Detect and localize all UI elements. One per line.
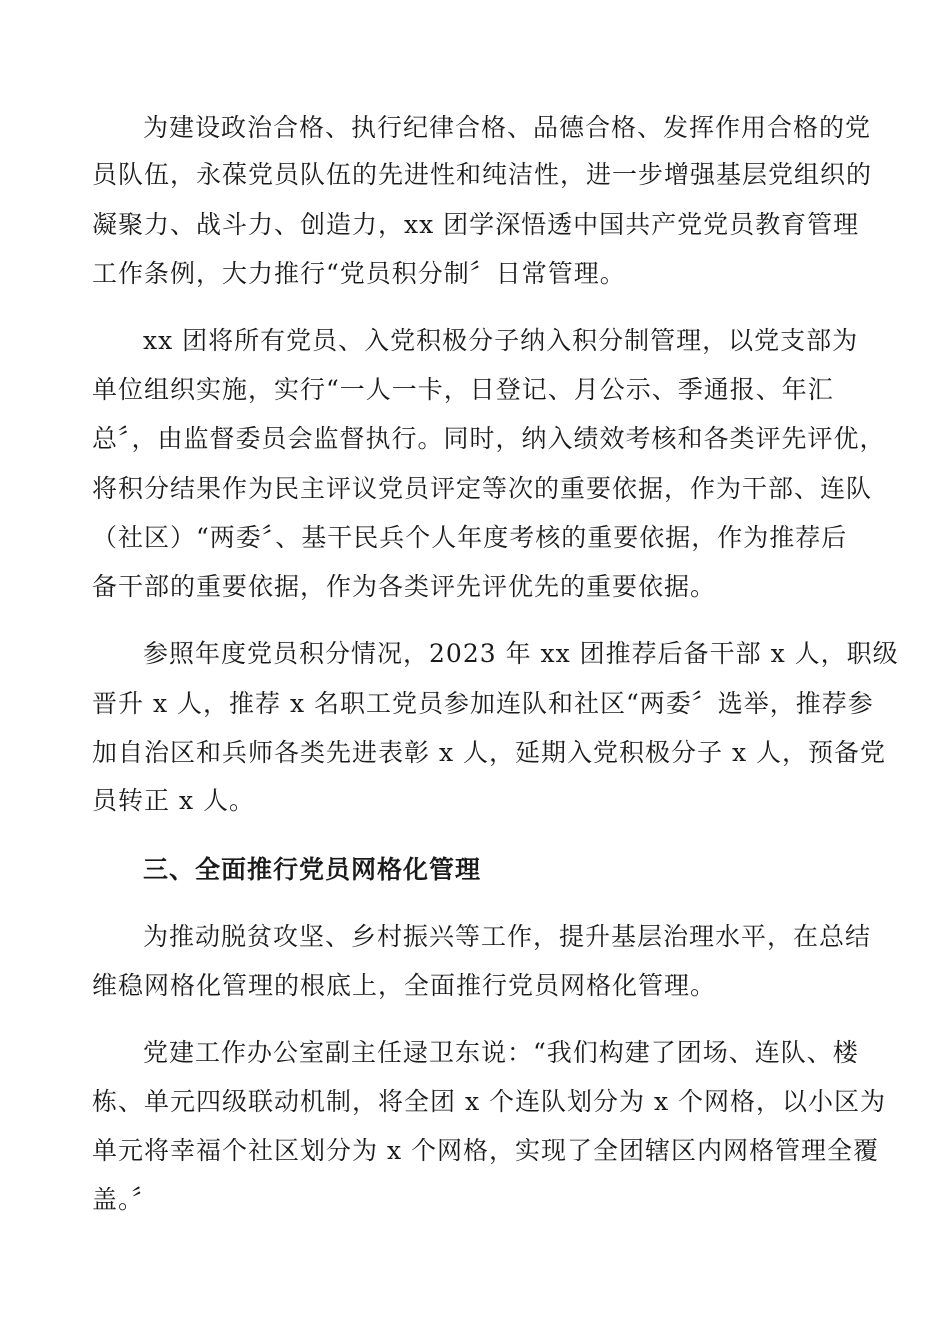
- paragraph-5-line-2: 栋、单元四级联动机制，将全团 x 个连队划分为 x 个网格，以小区为: [92, 1087, 886, 1116]
- paragraph-4-line-1: 为推动脱贫攻坚、乡村振兴等工作，提升基层治理水平，在总结: [143, 922, 872, 951]
- paragraph-5-line-4: 盖。〞: [92, 1185, 158, 1214]
- paragraph-2-line-2: 单位组织实施，实行“一人一卡，日登记、月公示、季通报、年汇: [92, 375, 834, 404]
- paragraph-3-line-3: 加自治区和兵师各类先进表彰 x 人，延期入党积极分子 x 人，预备党: [92, 738, 886, 767]
- paragraph-2-line-6: 备干部的重要依据，作为各类评先评优先的重要依据。: [92, 572, 717, 601]
- paragraph-3-line-2: 晋升 x 人，推荐 x 名职工党员参加连队和社区“两委〞选举，推荐参: [92, 689, 874, 718]
- paragraph-1-line-1: 为建设政治合格、执行纪律合格、品德合格、发挥作用合格的党: [143, 113, 872, 142]
- paragraph-3-line-1: 参照年度党员积分情况，2023 年 xx 团推荐后备干部 x 人，职级: [143, 639, 899, 668]
- paragraph-2-line-5: （社区）“两委〞、基干民兵个人年度考核的重要依据，作为推荐后: [92, 523, 848, 552]
- paragraph-1-line-4: 工作条例，大力推行“党员积分制〞日常管理。: [92, 259, 626, 288]
- paragraph-3-line-4: 员转正 x 人。: [92, 786, 255, 815]
- paragraph-1-line-3: 凝聚力、战斗力、创造力，xx 团学深悟透中国共产党党员教育管理: [92, 210, 860, 239]
- paragraph-1-line-2: 员队伍，永葆党员队伍的先进性和纯洁性，进一步增强基层党组织的: [92, 160, 873, 189]
- paragraph-2-line-1: xx 团将所有党员、入党积极分子纳入积分制管理，以党支部为: [143, 326, 859, 355]
- paragraph-2-line-4: 将积分结果作为民主评议党员评定等次的重要依据，作为干部、连队: [92, 474, 873, 503]
- paragraph-4-line-2: 维稳网格化管理的根底上，全面推行党员网格化管理。: [92, 971, 717, 1000]
- paragraph-2-line-3: 总〞，由监督委员会监督执行。同时，纳入绩效考核和各类评先评优，: [92, 424, 886, 453]
- section-heading-3: 三、全面推行党员网格化管理: [143, 855, 482, 884]
- paragraph-5-line-1: 党建工作办公室副主任逯卫东说：“我们构建了团场、连队、楼: [143, 1038, 859, 1067]
- paragraph-5-line-3: 单元将幸福个社区划分为 x 个网格，实现了全团辖区内网格管理全覆: [92, 1136, 879, 1165]
